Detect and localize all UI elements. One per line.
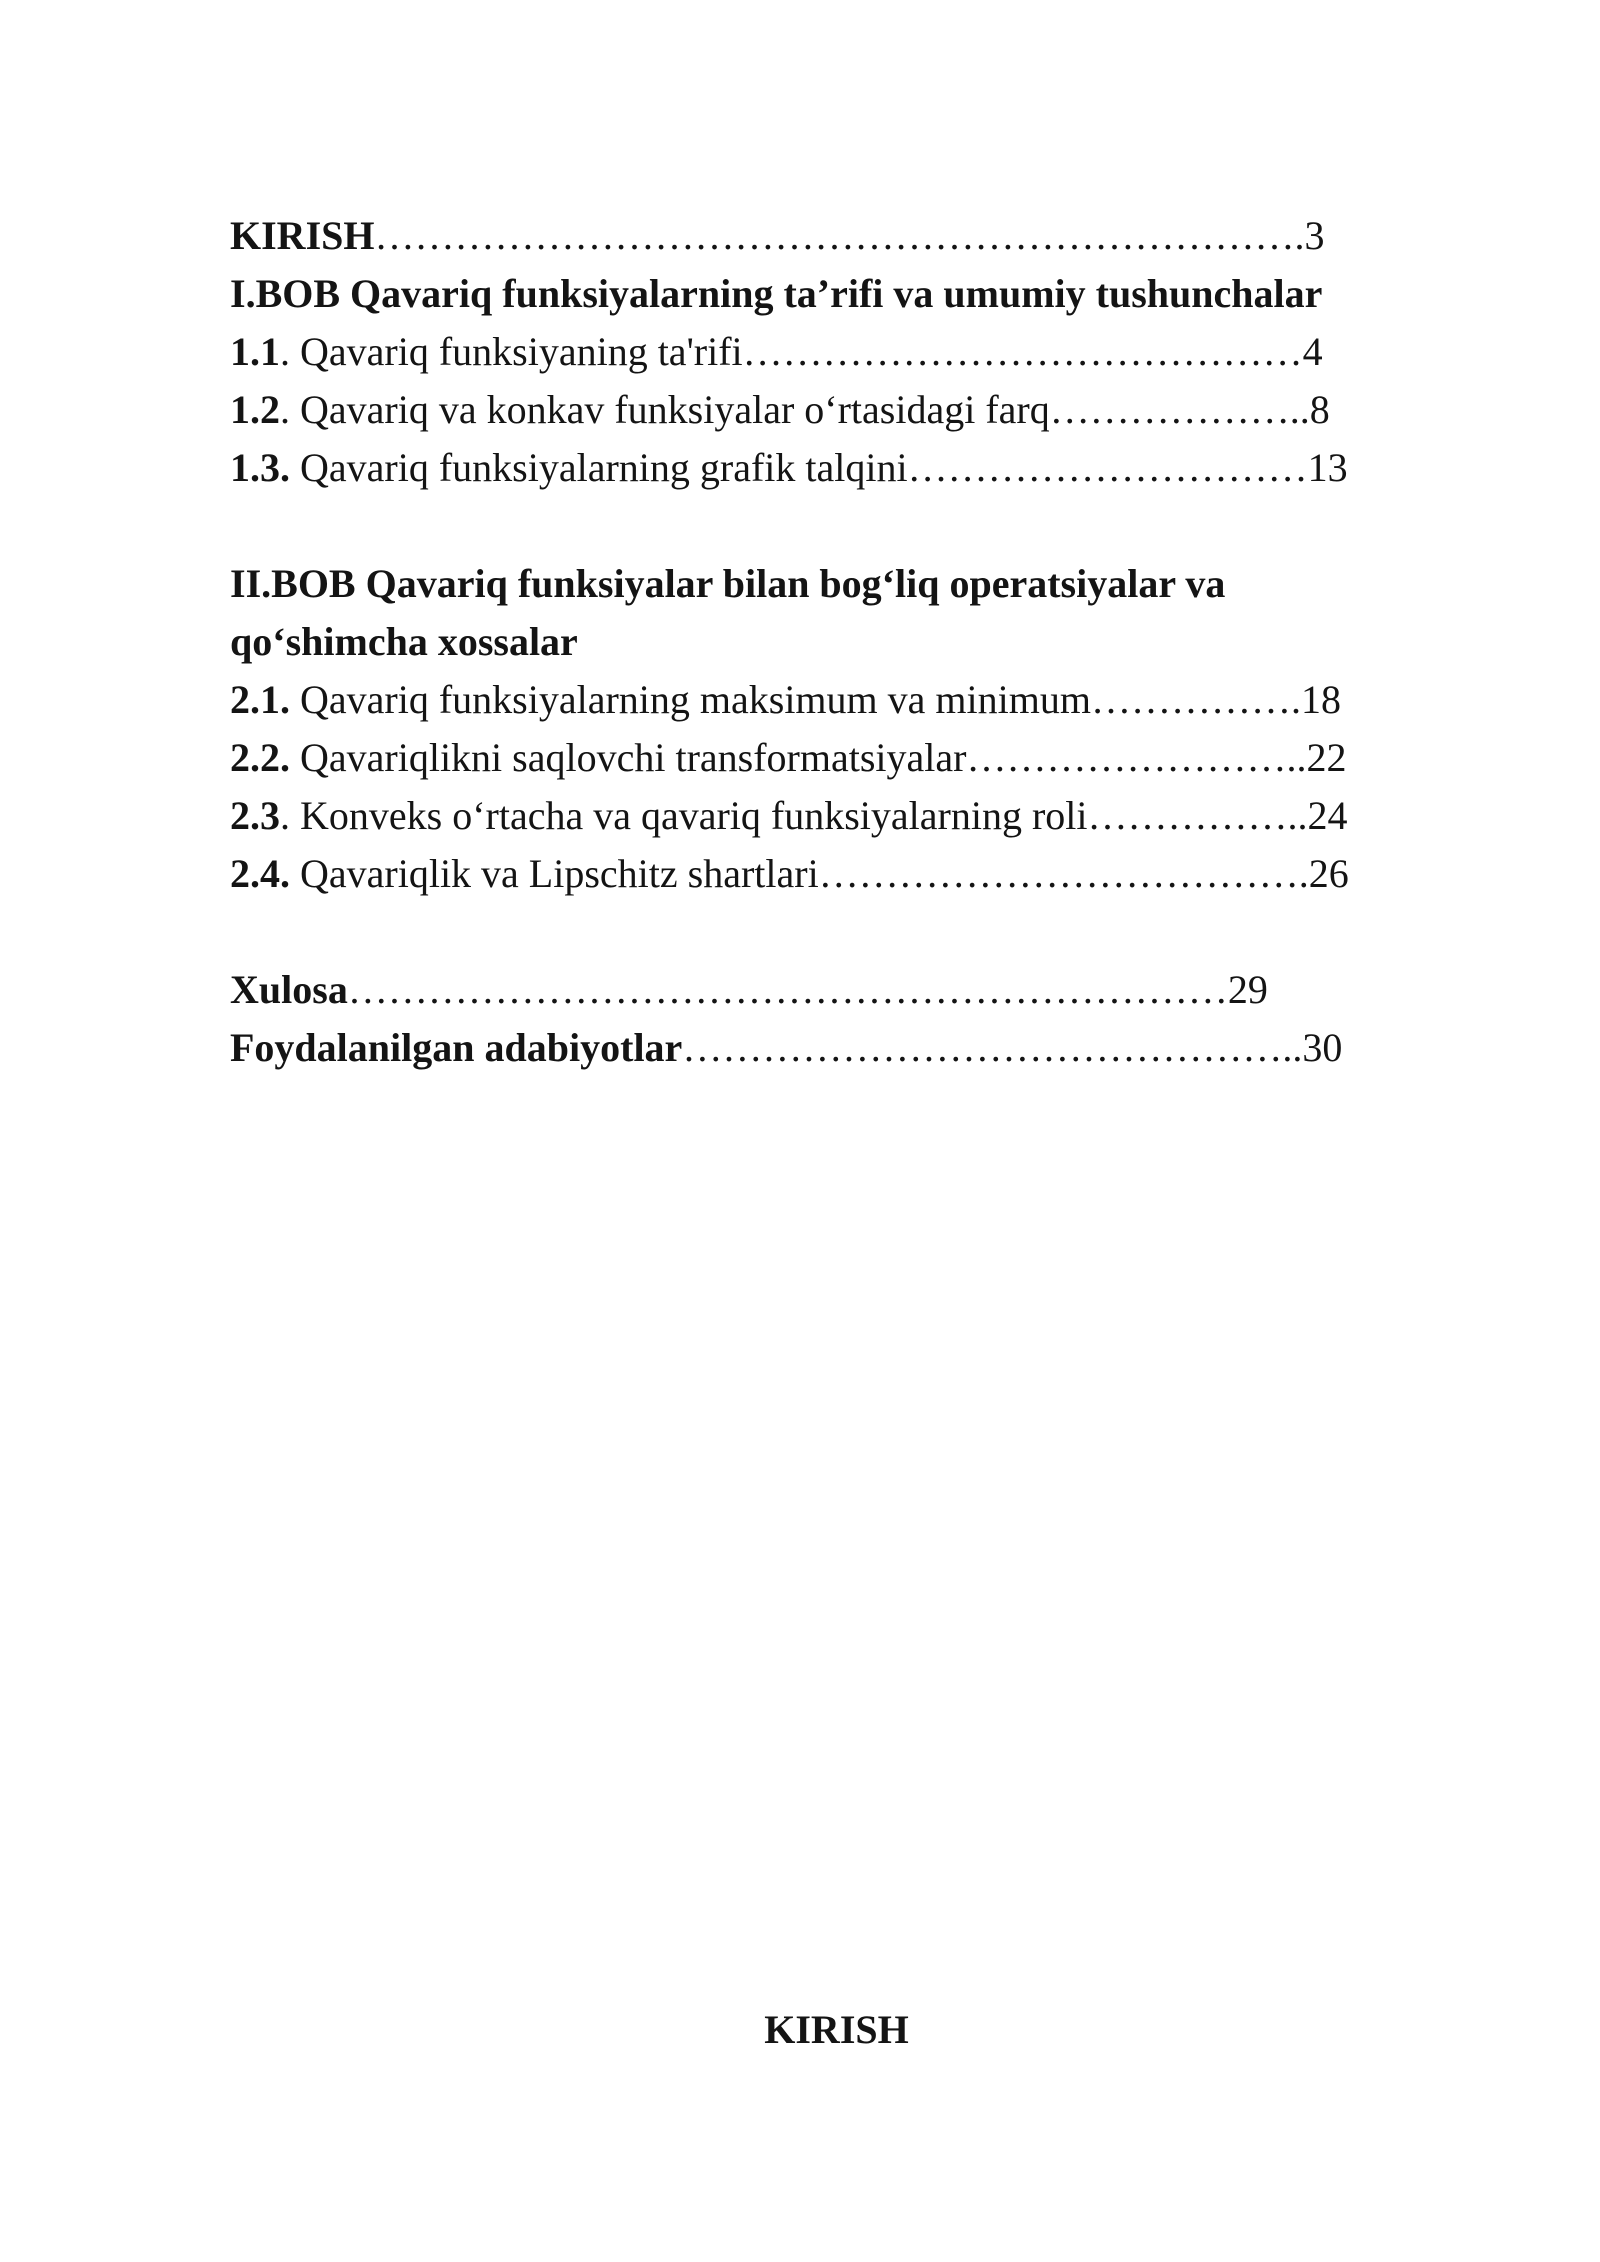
toc-entry-1-2 [230,381,1470,439]
toc-leader-dots: ……………………………………….. [682,1025,1303,1070]
spacer [230,903,1470,961]
chapter-2-title-line-2: qo‘shimcha xossalar [230,619,578,664]
toc-leader-dots: …………………….. [966,735,1307,780]
toc-entry-2-3 [230,787,1470,845]
toc-page-number: 13 [1307,445,1348,490]
toc-entry-intro [230,207,1470,265]
toc-page-number: 29 [1227,967,1268,1012]
toc-entry-conclusion [230,961,1470,1019]
toc-entry-text: Qavariq funksiyalarning maksimum va minimum [290,677,1091,722]
toc-page-number: 26 [1308,851,1349,896]
toc-entry-number: 2.1. [230,677,290,722]
toc-entry-label: Foydalanilgan adabiyotlar [230,1025,683,1070]
toc-entry-text: Qavariqlik va Lipschitz shartlari [290,851,819,896]
toc-leader-dots: …………………………………… [742,329,1303,374]
toc-entry-text: Qavariq funksiyalarning grafik talqini [290,445,908,490]
chapter-2-title-line-1: II.BOB Qavariq funksiyalar bilan bog‘liq operatsiyalar va [230,561,1226,606]
toc-page-number: 4 [1302,329,1323,374]
toc-entry-number: 1.2 [230,387,280,432]
toc-entry-number: 1.1 [230,329,280,374]
toc-page-number: 3 [1304,213,1325,258]
toc-entry-separator: . [280,387,290,432]
toc-entry-label: Xulosa [230,967,348,1012]
toc-entry-separator: . [280,793,290,838]
toc-leader-dots: ……………. [1090,677,1301,722]
toc-entry-number: 2.3 [230,793,280,838]
toc-entry-number: 2.4. [230,851,290,896]
table-of-contents [230,207,1470,1077]
toc-leader-dots: ………………………………………………………… [347,967,1228,1012]
toc-entry-number: 2.2. [230,735,290,780]
toc-entry-text: Qavariq funksiyaning ta'rifi [290,329,743,374]
toc-leader-dots: ……………………………………………………………. [374,213,1305,258]
toc-entry-text: Qavariq va konkav funksiyalar o‘rtasidagi farq [290,387,1050,432]
chapter-1-title: I.BOB Qavariq funksiyalarning ta’rifi va umumiy tushunchalar [230,271,1323,316]
toc-page-number: 30 [1302,1025,1343,1070]
toc-leader-dots: …………….. [1087,793,1308,838]
section-heading: KIRISH [764,2007,909,2052]
toc-page-number: 24 [1307,793,1348,838]
toc-entry-text: Konveks o‘rtacha va qavariq funksiyalarning roli [290,793,1088,838]
toc-entry-2-4 [230,845,1470,903]
toc-entry-references [230,1019,1470,1077]
toc-leader-dots: ………………………… [907,445,1308,490]
toc-entry-1-3 [230,439,1470,497]
toc-entry-1-1 [230,323,1470,381]
spacer [230,497,1470,555]
toc-entry-label: KIRISH [230,213,375,258]
toc-entry-2-1 [230,671,1470,729]
toc-page-number: 18 [1300,677,1341,722]
toc-entry-separator: . [280,329,290,374]
toc-entry-text: Qavariqlikni saqlovchi transformatsiyalar [290,735,967,780]
toc-leader-dots: ………………………………. [818,851,1309,896]
toc-page-number: 22 [1306,735,1347,780]
toc-entry-2-2 [230,729,1470,787]
toc-entry-number: 1.3. [230,445,290,490]
toc-page-number: 8 [1309,387,1330,432]
toc-leader-dots: ……………….. [1049,387,1310,432]
